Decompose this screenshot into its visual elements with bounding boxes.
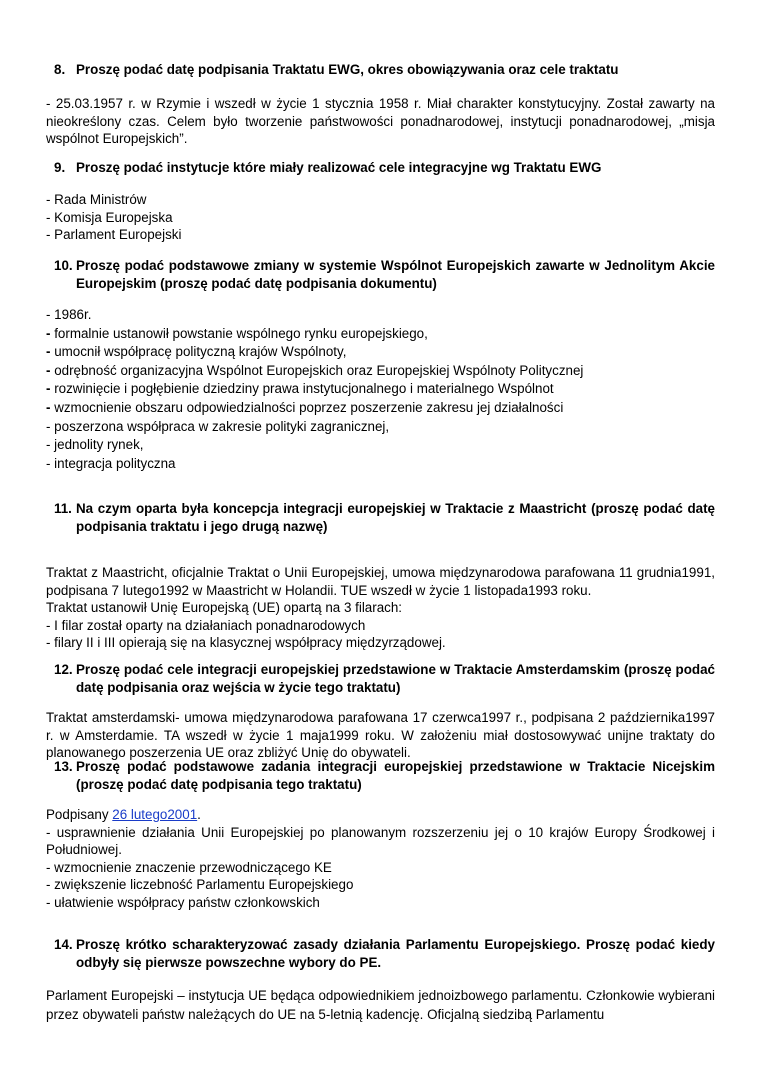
- question-number: 14.: [54, 937, 73, 952]
- question-9: [46, 159, 715, 177]
- question-14: [46, 936, 715, 971]
- answer-14: Parlament Europejski – instytucja UE będąca odpowiednikiem jednoizbowego parlamentu. Członkowie wybierani przez obywateli państw należących do UE na 5-letnią kadencję. Oficjalną siedzibą Parlamentu: [46, 988, 715, 1022]
- question-number: 11.: [54, 501, 72, 516]
- answer-13: [46, 806, 715, 911]
- answer-8: - 25.03.1957 r. w Rzymie i wszedł w życie 1 stycznia 1958 r. Miał charakter konstytucyjny. Został zawarty na nieokreślony czas. Celem było tworzenie państwowości ponadnarodowej, instytucji ponadnarodowej, „misja wspólnot Europejskich”.: [46, 96, 715, 146]
- question-13: [46, 758, 715, 793]
- list-item: - filary II i III opierają się na klasycznej współpracy międzyrządowej.: [46, 635, 446, 650]
- question-text: Proszę podać podstawowe zmiany w systemie Wspólnot Europejskich zawarte w Jednolitym Akcie Europejskim (proszę podać datę podpisania dokumentu): [76, 258, 715, 291]
- question-text: Proszę podać cele integracji europejskiej przedstawione w Traktacie Amsterdamskim (proszę podać datę podpisania oraz wejścia w życie tego traktatu): [76, 662, 715, 695]
- list-item: - poszerzona współpraca w zakresie polityki zagranicznej,: [46, 418, 390, 434]
- question-number: 13.: [54, 759, 73, 774]
- answer-10: [46, 306, 715, 473]
- question-number: 9.: [54, 160, 66, 175]
- list-item: - 1986r.: [46, 307, 92, 322]
- question-8: [46, 61, 715, 79]
- answer-paragraph: Traktat z Maastricht, oficjalnie Traktat o Unii Europejskiej, umowa międzynarodowa parafowana 11 grudnia1991, podpisana 7 lutego1992 w Maastricht w Holandii. TUE wszedł w życie 1 listopada1993 roku.: [46, 565, 715, 598]
- question-number: 10.: [54, 258, 73, 273]
- list-item: - integracja polityczna: [46, 455, 176, 471]
- question-number: 8.: [54, 62, 66, 77]
- list-item: - jednolity rynek,: [46, 437, 144, 453]
- list-item: - rozwinięcie i pogłębienie dziedziny prawa instytucjonalnego i materialnego Wspólnot: [46, 381, 554, 397]
- question-number: 12.: [54, 662, 73, 677]
- list-item: - I filar został oparty na działaniach ponadnarodowych: [46, 617, 366, 633]
- question-text: Na czym oparta była koncepcja integracji europejskiej w Traktacie z Maastricht (proszę podać datę podpisania traktatu i jego drugą nazwę): [76, 501, 715, 534]
- list-item: - formalnie ustanowił powstanie wspólnego rynku europejskiego,: [46, 325, 428, 341]
- list-item: - Komisja Europejska: [46, 209, 173, 225]
- question-text: Proszę krótko scharakteryzować zasady działania Parlamentu Europejskiego. Proszę podać kiedy odbyły się pierwsze powszechne wybory do PE.: [76, 937, 715, 970]
- question-text: Proszę podać podstawowe zadania integracji europejskiej przedstawione w Traktacie Nicejskim (proszę podać datę podpisania tego traktatu): [76, 759, 715, 792]
- question-text: Proszę podać instytucje które miały realizować cele integracyjne wg Traktatu EWG: [76, 160, 602, 175]
- list-item: - wzmocnienie znaczenie przewodniczącego KE: [46, 859, 332, 875]
- answer-11: [46, 564, 715, 652]
- question-text: Proszę podać datę podpisania Traktatu EWG, okres obowiązywania oraz cele traktatu: [76, 62, 619, 77]
- list-item: - wzmocnienie obszaru odpowiedzialności poprzez poszerzenie zakresu jej działalności: [46, 399, 564, 415]
- list-item: - umocnił współpracę polityczną krajów Wspólnoty,: [46, 344, 347, 360]
- list-item: - Parlament Europejski: [46, 227, 182, 242]
- answer-12: Traktat amsterdamski- umowa międzynarodowa parafowana 17 czerwca1997 r., podpisana 2 października1997 r. w Amsterdamie. TA wszedł w życie 1 maja1999 roku. W założeniu miał dostosowywać unijne traktaty do planowanego poszerzenia UE oraz zbliżyć Unię do obywateli.: [46, 710, 715, 760]
- question-11: [46, 500, 715, 535]
- list-item: - zwiększenie liczebność Parlamentu Europejskiego: [46, 877, 354, 892]
- list-item: Traktat ustanowił Unię Europejską (UE) opartą na 3 filarach:: [46, 600, 403, 615]
- list-item: - ułatwienie współpracy państw członkowskich: [46, 894, 320, 910]
- answer-9: [46, 191, 715, 244]
- date-link[interactable]: 26 lutego2001: [112, 807, 198, 822]
- question-10: [46, 257, 715, 292]
- list-item: - odrębność organizacyjna Wspólnot Europejskich oraz Europejskiej Wspólnoty Politycznej: [46, 362, 584, 378]
- question-12: [46, 661, 715, 696]
- list-item: - usprawnienie działania Unii Europejskiej po planowanym rozszerzeniu jej o 10 krajów Europy Środkowej i Południowej.: [46, 824, 715, 857]
- signed-date-line: Podpisany 26 lutego2001.: [46, 807, 201, 822]
- list-item: - Rada Ministrów: [46, 192, 147, 207]
